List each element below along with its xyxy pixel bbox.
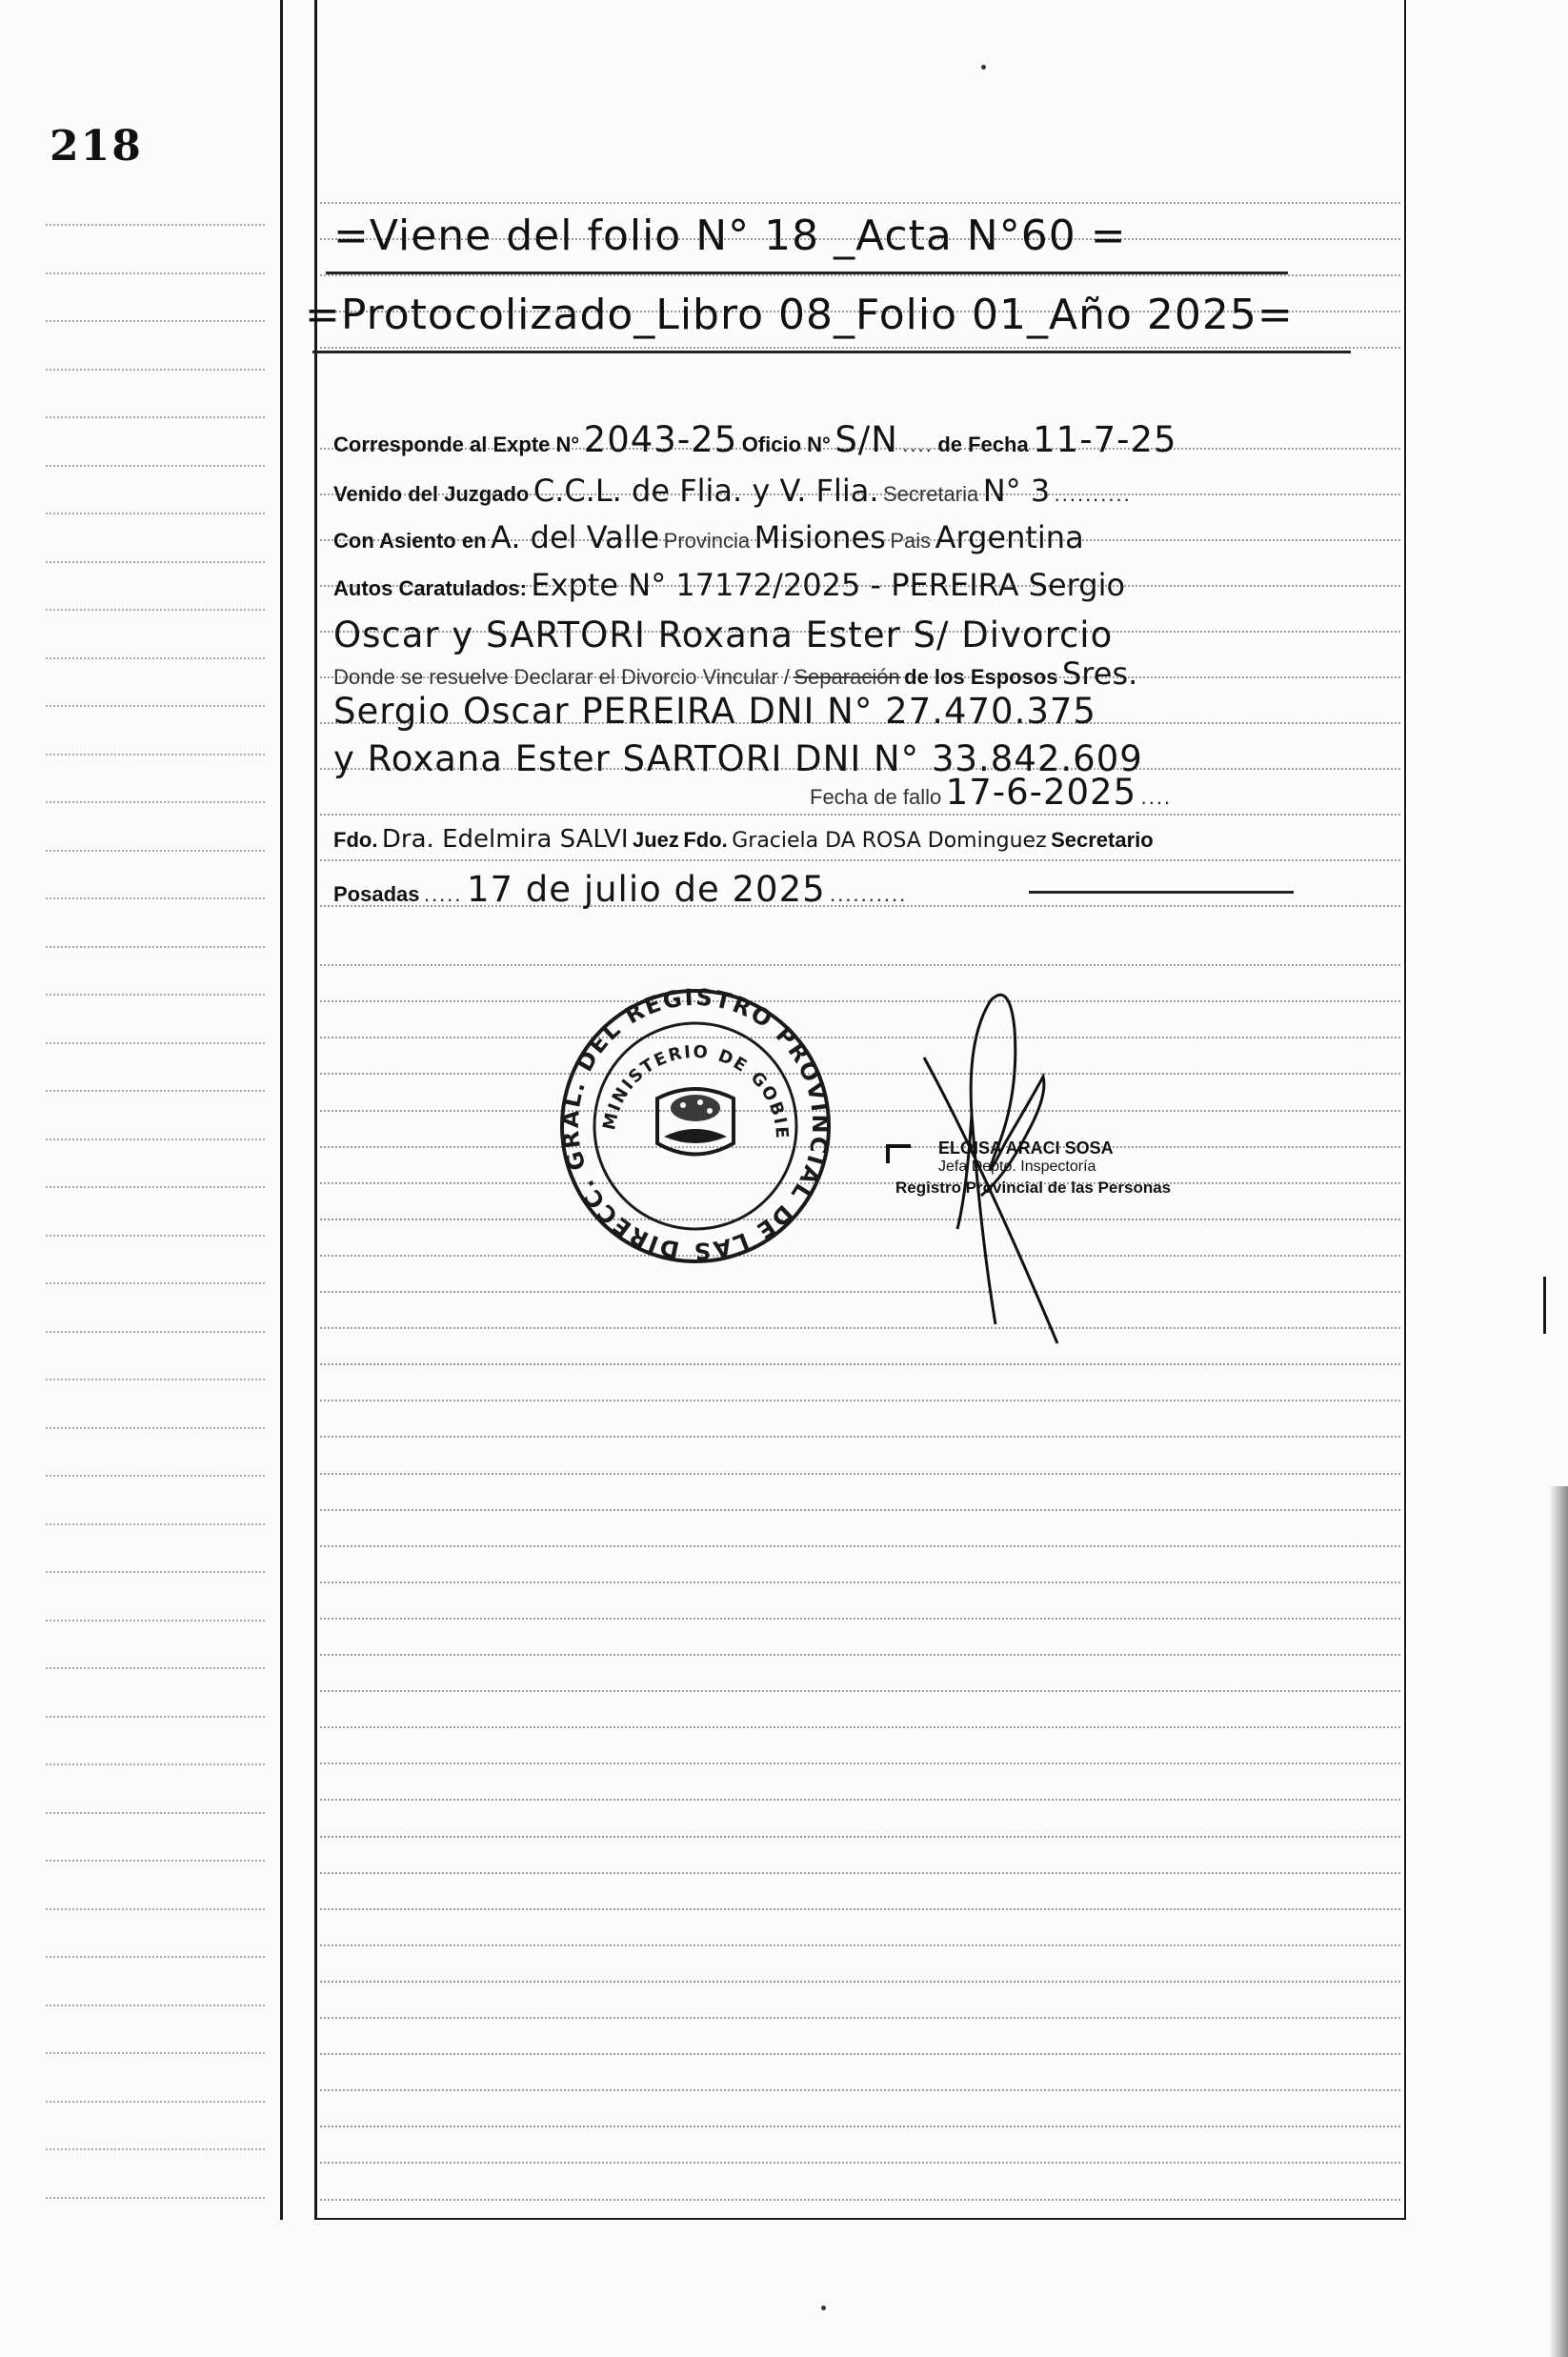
margin-ruled-line — [46, 850, 265, 852]
margin-ruled-line — [46, 1908, 265, 1910]
secretaria-label: Secretaria — [882, 482, 979, 506]
form-row-juzgado: Venido del Juzgado C.C.L. de Flia. y V. Flia. Secretaria N° 3 .......... — [333, 473, 1132, 509]
left-margin-line — [280, 0, 283, 2220]
expte-label: Corresponde al Expte N° — [333, 433, 580, 456]
esposa-value: y Roxana Ester SARTORI DNI N° 33.842.609 — [333, 738, 1143, 779]
ruled-line — [320, 2125, 1400, 2127]
margin-ruled-line — [46, 994, 265, 996]
margin-ruled-line — [46, 657, 265, 659]
ruled-line — [320, 1799, 1400, 1801]
margin-ruled-line — [46, 1523, 265, 1525]
header-line-1: =Viene del folio N° 18 _Acta N°60 = — [333, 212, 1127, 260]
margin-ruled-line — [46, 1331, 265, 1333]
ruled-line — [320, 1110, 1400, 1112]
margin-ruled-line — [46, 1571, 265, 1573]
lugar-underline — [1029, 891, 1294, 894]
margin-ruled-line — [46, 513, 265, 514]
margin-ruled-line — [46, 1763, 265, 1765]
coat-of-arms-icon — [657, 1089, 734, 1155]
ruled-line — [320, 1473, 1400, 1475]
form-row-lugar: Posadas ..... 17 de julio de 2025 .......... — [333, 869, 908, 910]
margin-ruled-line — [46, 465, 265, 467]
bottom-line — [314, 2218, 1406, 2220]
ruled-line — [320, 2089, 1400, 2091]
ruled-line — [320, 274, 1400, 276]
ruled-line — [320, 964, 1400, 966]
ruled-line — [320, 1291, 1400, 1293]
right-margin-line — [1404, 0, 1406, 2220]
ruled-line — [320, 1219, 1400, 1220]
ruled-line — [320, 1836, 1400, 1838]
ruled-line — [320, 1400, 1400, 1401]
seal-outer-text: DIRECC. GRAL. DEL REGISTRO PROVINCIAL DE LAS — [557, 986, 834, 1265]
ruled-line — [320, 1436, 1400, 1438]
form-row-firma — [333, 825, 1154, 854]
form-row-expte: Corresponde al Expte N° 2043-25 Oficio N° S/N .... de Fecha 11-7-25 — [333, 419, 1177, 460]
header-line-2: =Protocolizado_Libro 08_Folio 01_Año 2025= — [305, 291, 1294, 339]
margin-ruled-line — [46, 272, 265, 274]
margin-ruled-line — [46, 2004, 265, 2006]
header-underline-1 — [326, 272, 1288, 274]
ruled-line — [320, 1726, 1400, 1728]
margin-ruled-line — [46, 754, 265, 755]
header-underline-2 — [312, 351, 1351, 353]
fecha-label: de Fecha — [937, 433, 1029, 456]
lugar-value: 17 de julio de 2025 — [466, 869, 826, 910]
page-number: 218 — [50, 122, 143, 171]
form-row-autos — [333, 567, 1125, 603]
margin-ruled-line — [46, 1956, 265, 1958]
ruled-line — [320, 1037, 1400, 1038]
margin-ruled-line — [46, 224, 265, 226]
pais-value: Argentina — [935, 519, 1084, 555]
margin-ruled-line — [46, 2052, 265, 2054]
margin-ruled-line — [46, 705, 265, 707]
autos-label: Autos Caratulados: — [333, 576, 527, 600]
expte-value: 2043-25 — [583, 419, 738, 460]
margin-ruled-line — [46, 1235, 265, 1237]
resuelve-label-end: de los Esposos — [904, 665, 1058, 689]
ruled-line — [320, 347, 1400, 349]
margin-ruled-line — [46, 1860, 265, 1862]
ruled-line — [320, 1000, 1400, 1002]
margin-ruled-line — [46, 609, 265, 611]
juzgado-value: C.C.L. de Flia. y V. Flia. — [533, 473, 879, 509]
ruled-line — [320, 1509, 1400, 1511]
margin-ruled-line — [46, 1812, 265, 1814]
secretaria-value: N° 3 — [982, 473, 1051, 509]
ruled-line — [320, 1618, 1400, 1620]
ruled-line — [320, 2199, 1400, 2201]
ruled-line — [320, 1581, 1400, 1583]
margin-ruled-line — [46, 1138, 265, 1140]
secretario-value: Graciela DA ROSA Dominguez — [732, 829, 1047, 853]
ruled-line — [320, 202, 1400, 204]
pais-label: Pais — [890, 529, 932, 553]
fecha-value: 11-7-25 — [1033, 419, 1177, 460]
oficio-label: Oficio N° — [741, 433, 831, 456]
provincia-label: Provincia — [663, 529, 751, 553]
juzgado-label: Venido del Juzgado — [333, 482, 530, 506]
official-seal — [557, 986, 834, 1272]
margin-ruled-line — [46, 320, 265, 322]
secretario-label: Secretario — [1051, 828, 1154, 852]
ruled-line — [320, 1363, 1400, 1365]
margin-ruled-line — [46, 1620, 265, 1622]
margin-ruled-line — [46, 561, 265, 563]
ruled-line — [320, 1255, 1400, 1257]
margin-ruled-line — [46, 1186, 265, 1188]
svg-text:DIRECC. GRAL. DEL REGISTRO PRO — [557, 986, 834, 1264]
ruled-line — [320, 1872, 1400, 1874]
ruled-line — [320, 2162, 1400, 2164]
asiento-label: Con Asiento en — [333, 529, 487, 553]
margin-ruled-line — [46, 2148, 265, 2150]
scan-edge-mark — [1543, 1277, 1546, 1334]
ruled-line — [320, 1545, 1400, 1547]
form-row-autos-2 — [333, 614, 1113, 655]
margin-ruled-line — [46, 416, 265, 418]
ruled-line — [320, 1327, 1400, 1329]
fallo-value: 17-6-2025 — [945, 772, 1137, 813]
form-row-fallo: Fecha de fallo 17-6-2025 .... — [810, 772, 1173, 813]
margin-ruled-line — [46, 1282, 265, 1284]
lugar-label: Posadas — [333, 882, 420, 906]
firma-label: Fdo. — [333, 828, 378, 852]
scan-edge-shadow — [1549, 1486, 1568, 2357]
margin-ruled-line — [46, 1427, 265, 1429]
ruled-line — [320, 1981, 1400, 1983]
fallo-label: Fecha de fallo — [810, 785, 942, 809]
margin-ruled-line — [46, 946, 265, 948]
signatory-name: ELOISA ARACI SOSA — [938, 1138, 1114, 1158]
margin-ruled-line — [46, 1667, 265, 1669]
signature-mark-icon — [886, 1144, 911, 1163]
ruled-line — [320, 2017, 1400, 2019]
form-row-asiento — [333, 519, 1084, 555]
margin-ruled-line — [46, 1042, 265, 1044]
margin-ruled-line — [46, 1475, 265, 1477]
margin-ruled-line — [46, 897, 265, 899]
form-row-resuelve — [333, 655, 1137, 692]
asiento-value: A. del Valle — [490, 519, 660, 555]
ruled-line — [320, 1690, 1400, 1692]
ruled-line — [320, 1944, 1400, 1946]
signatory-title: Jefa Depto. Inspectoría — [938, 1158, 1096, 1175]
margin-ruled-line — [46, 1090, 265, 1092]
ruled-line — [320, 1763, 1400, 1764]
form-ruled-line — [320, 814, 1400, 816]
juez-label: Juez — [632, 828, 679, 852]
margin-ruled-line — [46, 2197, 265, 2199]
oficio-value: S/N — [834, 419, 898, 460]
autos-value-1: Expte N° 17172/2025 - PEREIRA Sergio — [531, 567, 1126, 603]
form-ruled-line — [320, 859, 1400, 861]
margin-ruled-line — [46, 1716, 265, 1718]
firma2-label: Fdo. — [683, 828, 728, 852]
seal-inner-text: MINISTERIO DE GOBIE — [599, 1041, 793, 1141]
esposo-value: Sergio Oscar PEREIRA DNI N° 27.470.375 — [333, 691, 1096, 732]
resuelve-tag: Sres. — [1061, 655, 1138, 692]
juez-value: Dra. Edelmira SALVI — [381, 825, 629, 854]
ruled-line — [320, 1073, 1400, 1075]
resuelve-label: Donde se resuelve Declarar el Divorcio Vincular / — [333, 665, 790, 689]
ruled-line — [320, 2053, 1400, 2055]
resuelve-struck: Separación — [794, 665, 900, 689]
margin-ruled-line — [46, 1379, 265, 1380]
signatory-office: Registro Provincial de las Personas — [895, 1178, 1172, 1197]
ruled-line — [320, 1908, 1400, 1910]
provincia-value: Misiones — [754, 519, 886, 555]
ruled-line — [320, 1654, 1400, 1656]
ruled-line — [320, 1182, 1400, 1184]
margin-ruled-line — [46, 801, 265, 803]
autos-value-2: Oscar y SARTORI Roxana Ester S/ Divorcio — [333, 614, 1114, 655]
ruled-line — [320, 1146, 1400, 1148]
margin-ruled-line — [46, 369, 265, 371]
form-row-esposo — [333, 691, 1096, 732]
margin-ruled-line — [46, 2101, 265, 2103]
